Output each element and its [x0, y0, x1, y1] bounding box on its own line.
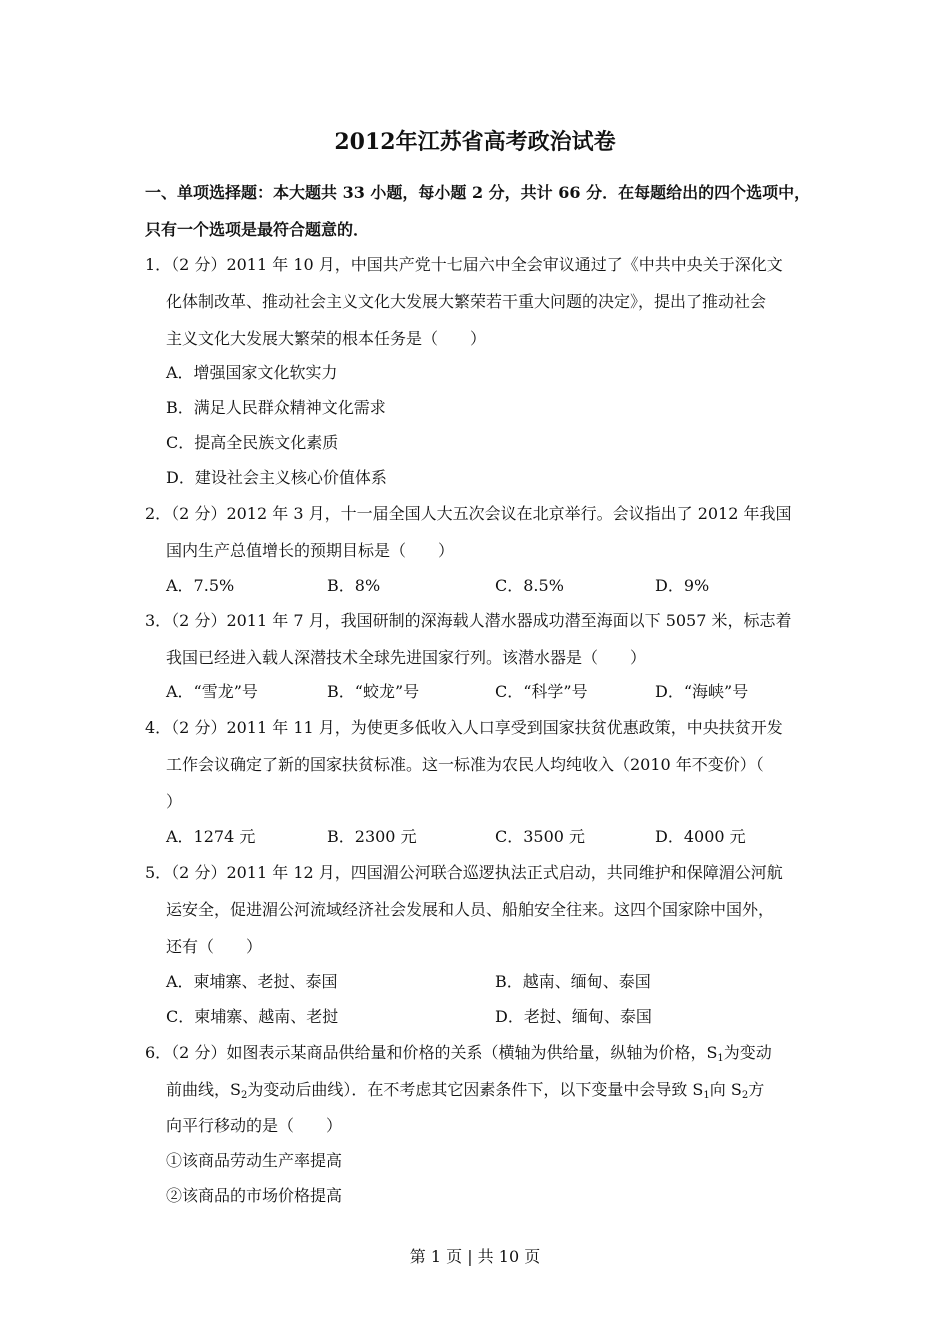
- question-1-option-d: D．建设社会主义核心价值体系: [166, 468, 387, 487]
- question-6-text: 向平行移动的是（ ）: [166, 1116, 343, 1135]
- question-4-text: 4．（2 分）2011 年 11 月，为使更多低收入人口享受到国家扶贫优惠政策，中央扶贫开发: [145, 718, 783, 737]
- subscript: 2: [240, 1090, 248, 1101]
- question-4-option-a: A．1274 元: [166, 827, 256, 846]
- question-1-text: 主义文化大发展大繁荣的根本任务是（ ）: [166, 329, 487, 348]
- question-4-option-c: C．3500 元: [495, 827, 586, 846]
- section-instructions: 一、单项选择题：本大题共 33 小题，每小题 2 分，共计 66 分．在每题给出的四个选项中，: [145, 183, 811, 202]
- text: 向 S: [709, 1080, 742, 1099]
- question-3-option-d: D．“海峡”号: [655, 682, 749, 701]
- question-6-item-2: ②该商品的市场价格提高: [166, 1186, 343, 1205]
- subscript: 2: [741, 1090, 749, 1101]
- text: 为变动后曲线）．在不考虑其它因素条件下，以下变量中会导致 S: [247, 1080, 704, 1099]
- question-6-item-1: ①该商品劳动生产率提高: [166, 1151, 343, 1170]
- page-title: 2012年江苏省高考政治试卷: [334, 129, 616, 155]
- text: 6．（2 分）如图表示某商品供给量和价格的关系（横轴为供给量，纵轴为价格，S: [145, 1043, 718, 1062]
- question-3-option-b: B．“蛟龙”号: [327, 682, 420, 701]
- question-5-text: 还有（ ）: [166, 937, 263, 956]
- question-3-text: 我国已经进入载人深潜技术全球先进国家行列。该潜水器是（ ）: [166, 648, 647, 667]
- page-footer: 第 1 页 | 共 10 页: [409, 1247, 541, 1266]
- section-instructions-cont: 只有一个选项是最符合题意的．: [145, 220, 370, 239]
- question-5-option-a: A．柬埔寨、老挝、泰国: [166, 972, 338, 991]
- subscript: 1: [703, 1090, 710, 1101]
- question-1-text: 1．（2 分）2011 年 10 月，中国共产党十七届六中全会审议通过了《中共中央关于深化文: [145, 255, 783, 274]
- question-6-text: [166, 1080, 764, 1106]
- question-1-text: 化体制改革、推动社会主义文化大发展大繁荣若干重大问题的决定》，提出了推动社会: [166, 292, 767, 311]
- question-2-text: 国内生产总值增长的预期目标是（ ）: [166, 541, 455, 560]
- question-2-option-a: A．7.5%: [166, 576, 235, 595]
- question-4-option-d: D．4000 元: [655, 827, 746, 846]
- question-2-text: 2．（2 分）2012 年 3 月，十一届全国人大五次会议在北京举行。会议指出了 2012 年我国: [145, 504, 792, 523]
- question-3-option-a: A．“雪龙”号: [166, 682, 258, 701]
- question-4-option-b: B．2300 元: [327, 827, 417, 846]
- text: 方: [748, 1080, 765, 1099]
- question-1-option-a: A．增强国家文化软实力: [166, 363, 338, 382]
- question-5-option-d: D．老挝、缅甸、泰国: [495, 1007, 652, 1026]
- question-5-option-c: C．柬埔寨、越南、老挝: [166, 1007, 339, 1026]
- question-6-text: [145, 1043, 772, 1069]
- question-2-option-c: C．8.5%: [495, 576, 564, 595]
- question-1-option-b: B．满足人民群众精神文化需求: [166, 398, 386, 417]
- question-1-option-c: C．提高全民族文化素质: [166, 433, 339, 452]
- question-5-text: 5．（2 分）2011 年 12 月，四国湄公河联合巡逻执法正式启动，共同维护和保障湄公河航: [145, 863, 783, 882]
- text: 为变动: [723, 1043, 772, 1062]
- question-5-text: 运安全，促进湄公河流域经济社会发展和人员、船舶安全往来。这四个国家除中国外，: [166, 900, 775, 919]
- text: 前曲线，S: [166, 1080, 241, 1099]
- question-3-text: 3．（2 分）2011 年 7 月，我国研制的深海载人潜水器成功潜至海面以下 5057 米，标志着: [145, 611, 792, 630]
- question-5-option-b: B．越南、缅甸、泰国: [495, 972, 651, 991]
- question-4-text: ）: [166, 792, 183, 811]
- question-2-option-d: D．9%: [655, 576, 710, 595]
- question-3-option-c: C．“科学”号: [495, 682, 588, 701]
- question-4-text: 工作会议确定了新的国家扶贫标准。这一标准为农民人均纯收入（2010 年不变价）（: [166, 755, 764, 774]
- question-2-option-b: B．8%: [327, 576, 381, 595]
- subscript: 1: [717, 1053, 724, 1064]
